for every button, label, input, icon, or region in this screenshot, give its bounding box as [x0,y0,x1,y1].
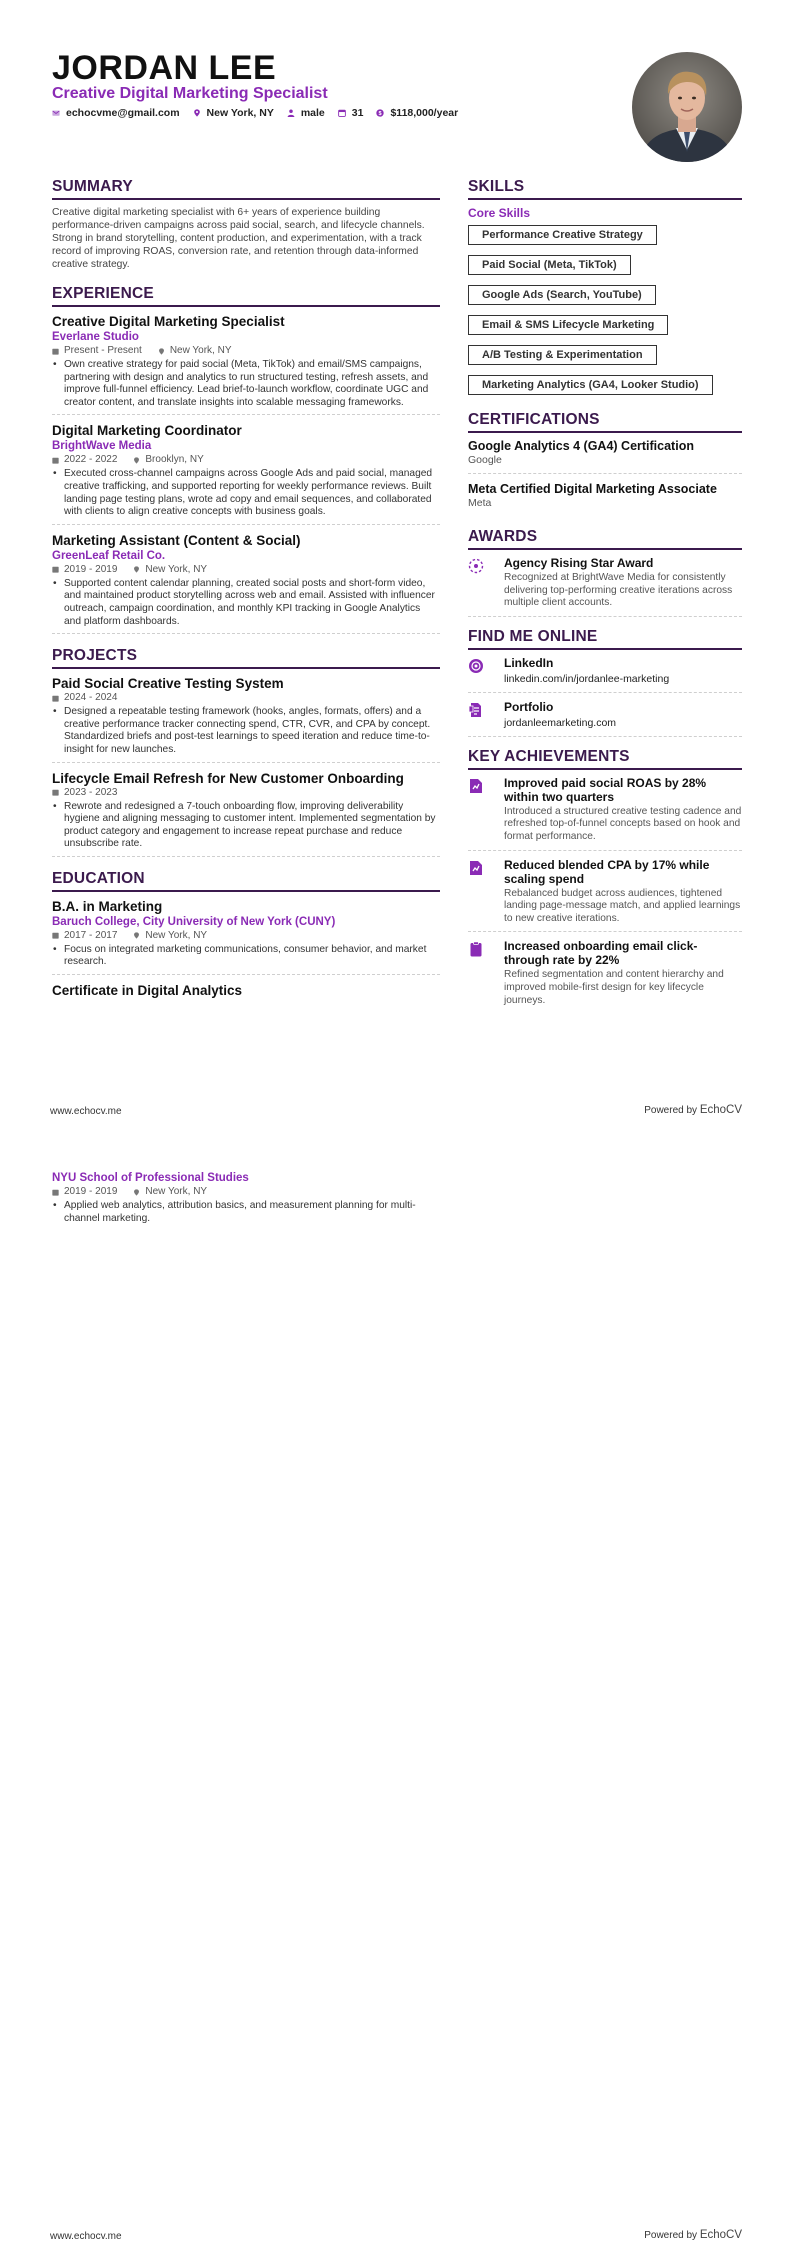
achievement-item [468,939,742,1013]
job-title: Digital Marketing Coordinator [52,423,242,439]
dollar-icon [376,109,384,117]
find-me-online-heading: FIND ME ONLINE [468,628,742,650]
awards-heading: AWARDS [468,528,742,550]
location-pin-icon [133,1189,140,1196]
education-dates: 2019 - 2019 [64,1186,118,1197]
award-description: Recognized at BrightWave Media for consistently delivering top-performing creative iterations across multiple client accounts. [504,572,733,609]
job-title: Creative Digital Marketing Specialist [52,314,285,329]
project-title: Paid Social Creative Testing System [52,676,284,692]
project-item [52,770,440,857]
experience-item [52,532,440,634]
contact-gender [287,107,325,119]
job-bullet: • Own creative strategy for paid social (Meta, TikTok) and email/SMS campaigns, partnering with design and analytics to run structured testing, refresh assets, and improve full-funnel efficiency. Lead brief-to-launch workflow, coordinate UGC and creator content, and translate insights into scalable messaging frameworks. [52,359,440,409]
degree-title: Certificate in Digital Analytics [52,983,243,999]
footer-url[interactable]: www.echocv.me [50,1106,122,1117]
projects-heading: PROJECTS [52,647,440,669]
age-text: 31 [351,107,364,119]
gender-text: male [300,107,325,119]
email-text: echocvme@gmail.com [66,107,180,119]
key-achievements-heading: KEY ACHIEVEMENTS [468,748,742,770]
online-label: Portfolio [504,699,554,714]
skills-list [468,225,742,405]
project-bullet: • Designed a repeatable testing framework (hooks, angles, formats, offers) and a creative performance tracker connecting spend, CTR, CVR, and CPA by concept. Standardized briefs and post-test learnings to speed iteration and reduce time-to-insight for new launches. [52,706,440,756]
experience-item [52,313,440,415]
calendar-icon [52,932,59,939]
salary-text: $118,000/year [390,107,459,119]
school-name: NYU School of Professional Studies [52,1172,249,1184]
location-pin-icon [133,932,140,939]
school-name: Baruch College, City University of New York (CUNY) [52,915,336,928]
brand-text: EchoCV [699,1104,742,1116]
contact-age [338,107,364,119]
powered-text: Powered by [644,2230,698,2241]
certification-item [468,482,742,516]
job-meta [52,564,440,576]
skill-tag: A/B Testing & Experimentation [468,345,657,365]
education-location: New York, NY [145,1186,208,1197]
summary-heading: SUMMARY [52,178,440,200]
skill-tag: Paid Social (Meta, TikTok) [468,255,631,275]
portfolio-icon [468,702,484,718]
project-item [52,675,440,762]
contact-email[interactable] [52,107,180,119]
calendar-icon [52,1189,59,1196]
certification-item [468,439,742,474]
achievement-description: Rebalanced budget across audiences, tightened landing page-message match, and applied learnings to new creative iterations. [504,887,741,924]
award-title: Agency Rising Star Award [504,556,654,570]
location-pin-icon [193,109,201,117]
online-link[interactable]: jordanleemarketing.com [504,716,617,729]
achievement-item [468,858,742,933]
job-dates: Present - Present [64,345,142,356]
project-bullet: • Rewrote and redesigned a 7-touch onboarding flow, improving deliverability hygiene and aligning messaging to customer intent. Implemented segmentation by product category and engagement to increase repeat purchase and reduce unsubscribe rate. [52,801,440,851]
brand-text: EchoCV [699,2229,742,2241]
achievement-description: Refined segmentation and content hierarchy and improved mobile-first design for key lifecycle journeys. [504,969,724,1006]
avatar [632,52,742,162]
online-profile-portfolio[interactable] [468,700,742,737]
company-name: BrightWave Media [52,440,152,453]
calendar-icon [52,348,59,355]
contact-location [193,107,274,119]
calendar-icon [52,566,59,573]
skill-tag: Marketing Analytics (GA4, Looker Studio) [468,375,713,395]
left-column [52,178,440,999]
core-skills-subheading: Core Skills [468,206,531,220]
award-item [468,556,742,617]
footer-powered-by [644,1104,742,1116]
certification-issuer: Meta [468,497,492,509]
document-chart-icon [468,860,484,876]
resume-page-2 [0,1123,794,2246]
right-column [468,178,742,1020]
contact-bar [52,107,471,119]
project-dates: 2024 - 2024 [64,692,118,704]
skills-heading: SKILLS [468,178,742,200]
project-meta [52,692,440,704]
job-title: Marketing Assistant (Content & Social) [52,532,301,548]
person-icon [287,109,295,117]
education-item [52,898,440,975]
candidate-name: JORDAN LEE [52,49,277,87]
online-link[interactable]: linkedin.com/in/jordanlee-marketing [504,672,670,685]
location-text: New York, NY [206,107,274,119]
experience-item [52,422,440,524]
certification-issuer: Google [468,454,742,474]
calendar-icon [52,457,59,464]
certification-title: Google Analytics 4 (GA4) Certification [468,439,694,453]
skill-tag: Performance Creative Strategy [468,225,657,245]
experience-heading: EXPERIENCE [52,285,440,307]
company-name: GreenLeaf Retail Co. [52,549,166,562]
achievement-title: Reduced blended CPA by 17% while scaling spend [504,857,710,886]
footer-url[interactable]: www.echocv.me [50,2231,122,2242]
online-label: LinkedIn [504,655,554,670]
education-bullet: • Focus on integrated marketing communications, consumer behavior, and market research. [52,944,440,969]
contact-salary [376,107,458,119]
email-icon [52,109,60,117]
clipboard-icon [468,941,484,957]
location-pin-icon [133,566,140,573]
certifications-heading: CERTIFICATIONS [468,411,742,433]
education-heading: EDUCATION [52,870,440,892]
job-location: Brooklyn, NY [145,454,204,466]
location-pin-icon [133,457,140,464]
company-name: Everlane Studio [52,331,139,343]
achievement-title: Increased onboarding email click-through rate by 22% [504,939,698,968]
skill-tag: Email & SMS Lifecycle Marketing [468,315,668,335]
job-bullet: • Executed cross-channel campaigns across Google Ads and paid social, managed creative trafficking, and supported reporting for weekly performance reviews. Built landing page testing plans, wrote ad copy and email sequences, and collaborated with clients to align creative concepts with business goals. [52,468,440,518]
calendar-icon [52,695,59,702]
job-dates: 2022 - 2022 [64,454,118,466]
job-bullet: • Supported content calendar planning, created social posts and short-form video, and maintained product storytelling across web and email. Assisted with influencer outreach, campaign coordination, and monthly KPI tracking in Google Analytics and platform dashboards. [52,578,440,628]
globe-icon [468,658,484,674]
project-dates: 2023 - 2023 [64,786,118,798]
job-location: New York, NY [169,345,232,356]
education-location: New York, NY [145,929,208,941]
project-title: Lifecycle Email Refresh for New Customer Onboarding [52,770,404,786]
job-location: New York, NY [145,563,208,575]
certification-title: Meta Certified Digital Marketing Associate [468,482,717,496]
project-meta [52,787,440,799]
skill-tag: Google Ads (Search, YouTube) [468,285,656,305]
job-meta [52,454,440,466]
calendar-icon [52,789,59,796]
degree-title: B.A. in Marketing [52,898,163,914]
online-profile-linkedin[interactable] [468,656,742,693]
job-meta [52,345,440,357]
achievement-title: Improved paid social ROAS by 28% within two quarters [504,775,707,804]
footer-powered-by [644,2229,742,2241]
candidate-title: Creative Digital Marketing Specialist [52,85,328,102]
achievement-description: Introduced a structured creative testing cadence and refreshed top-of-funnel concepts based on hook and format performance. [504,805,742,842]
location-pin-icon [158,348,165,355]
svg-text:$: $ [378,111,383,117]
education-meta [52,1186,440,1198]
education-bullet: • Applied web analytics, attribution basics, and measurement planning for multi-channel marketing. [52,1200,440,1225]
education-continued [52,1171,440,1225]
summary-text: Creative digital marketing specialist with 6+ years of experience building performance-driven campaigns across paid social, search, and lifecycle channels. Strong in brand storytelling, content production, and experimentation, with a track record of improving ROAS, conversion rate, and retention through data-informed creative strategy. [52,207,425,270]
profile-photo [632,52,742,162]
achievement-item [468,776,742,851]
calendar-icon [338,109,346,117]
job-dates: 2019 - 2019 [64,563,118,575]
document-chart-icon [468,778,484,794]
education-dates: 2017 - 2017 [64,929,118,941]
education-meta [52,930,440,942]
award-icon [468,558,484,574]
powered-text: Powered by [644,1105,698,1116]
